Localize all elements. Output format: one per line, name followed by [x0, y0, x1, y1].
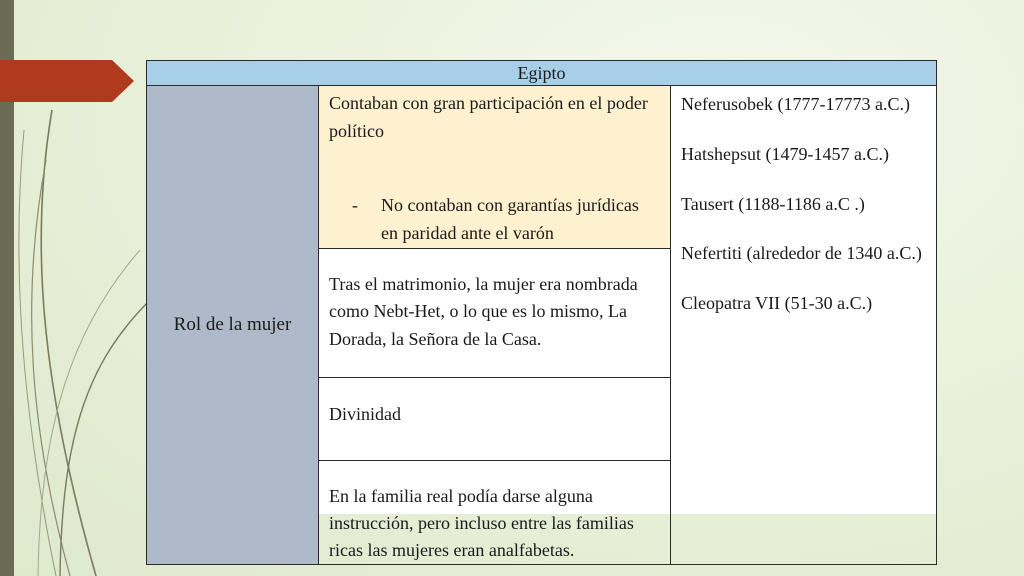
political-participation-text: Contaban con gran participación en el poder político: [329, 93, 648, 141]
queen-item: Neferusobek (1777-17773 a.C.): [681, 94, 910, 114]
role-marriage-cell: Tras el matrimonio, la mujer era nombrada como Nebt-Het, o lo que es lo mismo, La Dorada, la Señora de la Casa.: [319, 248, 671, 377]
legal-guarantees-text: No contaban con garantías jurídicas en paridad ante el varón: [381, 194, 639, 243]
queen-item: Cleopatra VII (51-30 a.C.): [681, 293, 873, 314]
egypt-table-frame: [146, 60, 936, 560]
role-education-cell: En la familia real podía darse alguna instrucción, pero incluso entre las familias ricas las mujeres eran analfabetas.: [319, 460, 671, 564]
queen-item: Hatshepsut (1479-1457 a.C.): [681, 143, 889, 164]
table-header: Egipto: [147, 61, 937, 86]
role-divinity-cell: Divinidad: [319, 377, 671, 460]
queen-item: Tausert (1188-1186 a.C .): [681, 193, 865, 214]
row-label: Rol de la mujer: [147, 86, 319, 565]
queen-item: Nefertiti (alrededor de 1340 a.C.): [681, 243, 922, 264]
bullet-mark: -: [352, 194, 358, 215]
egypt-table: [146, 60, 937, 565]
legal-bullet: [329, 192, 660, 248]
arrow-tab-icon: [0, 60, 134, 102]
queens-cell: [671, 86, 937, 565]
role-political-cell: [319, 86, 671, 249]
